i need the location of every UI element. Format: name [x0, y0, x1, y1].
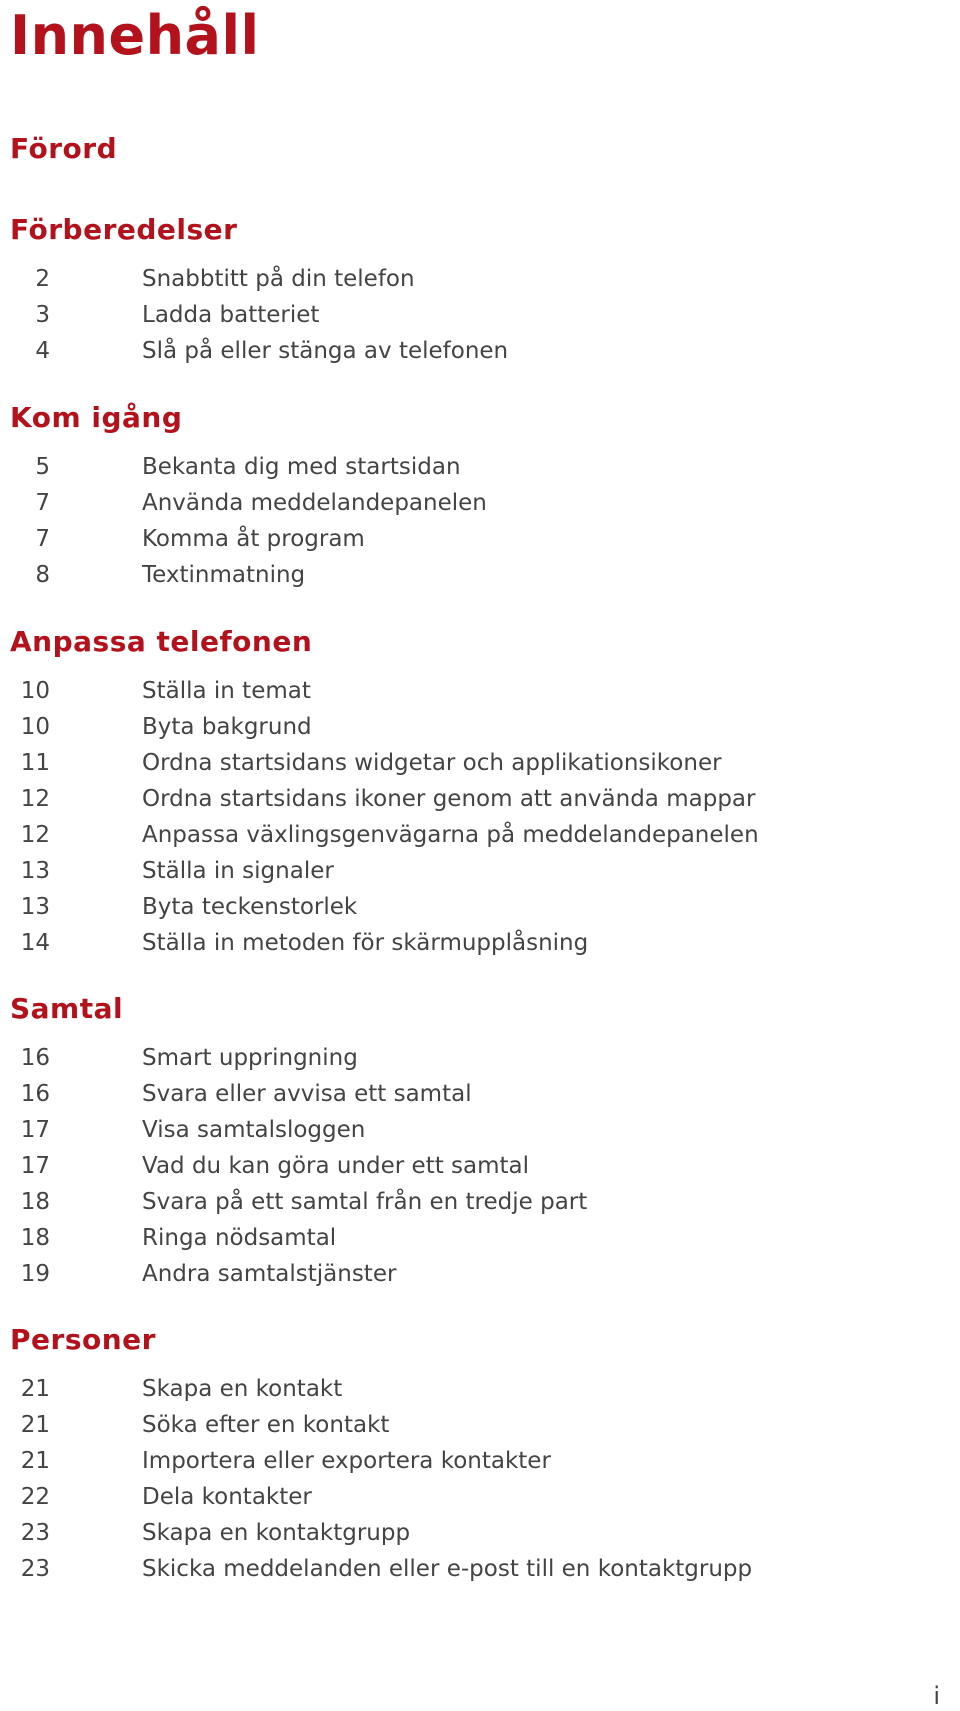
- toc-page-number: 16: [20, 1081, 50, 1107]
- toc-page-number: 22: [20, 1484, 50, 1510]
- section-heading-anpassa-telefonen[interactable]: Anpassa telefonen: [10, 625, 313, 658]
- toc-entry-title: Dela kontakter: [142, 1484, 312, 1510]
- toc-entry-title: Skapa en kontakt: [142, 1376, 343, 1402]
- toc-entry[interactable]: [0, 1515, 900, 1551]
- toc-entry[interactable]: [0, 1184, 900, 1220]
- toc-page-number: 12: [20, 822, 50, 848]
- toc-entry-title: Skicka meddelanden eller e-post till en kontaktgrupp: [142, 1556, 753, 1582]
- toc-entry-title: Smart uppringning: [142, 1045, 358, 1071]
- toc-entry[interactable]: [0, 333, 900, 369]
- toc-entry[interactable]: [0, 449, 900, 485]
- toc-entry-title: Byta bakgrund: [142, 714, 312, 740]
- toc-list-kom-igang: [0, 449, 900, 593]
- toc-entry-title: Söka efter en kontakt: [142, 1412, 390, 1438]
- toc-entry[interactable]: [0, 817, 900, 853]
- toc-entry[interactable]: [0, 557, 900, 593]
- toc-list-anpassa-telefonen: [0, 673, 900, 961]
- toc-entry-title: Vad du kan göra under ett samtal: [142, 1153, 530, 1179]
- toc-entry-title: Anpassa växlingsgenvägarna på meddelandepanelen: [142, 822, 759, 848]
- toc-entry-title: Textinmatning: [142, 562, 306, 588]
- toc-entry-title: Ställa in temat: [142, 678, 311, 704]
- toc-entry-title: Bekanta dig med startsidan: [142, 454, 461, 480]
- page-title: Innehåll: [10, 4, 260, 67]
- toc-entry-title: Ordna startsidans ikoner genom att använda mappar: [142, 786, 756, 812]
- toc-entry[interactable]: [0, 521, 900, 557]
- toc-entry-title: Svara eller avvisa ett samtal: [142, 1081, 472, 1107]
- toc-entry-title: Ställa in signaler: [142, 858, 334, 884]
- toc-page-number: 12: [20, 786, 50, 812]
- toc-entry[interactable]: [0, 1407, 900, 1443]
- toc-page-number: 8: [35, 562, 50, 588]
- toc-page-number: 10: [20, 678, 50, 704]
- toc-entry-title: Svara på ett samtal från en tredje part: [142, 1189, 588, 1215]
- toc-entry[interactable]: [0, 1479, 900, 1515]
- toc-page-number: 18: [20, 1189, 50, 1215]
- toc-entry-title: Använda meddelandepanelen: [142, 490, 487, 516]
- toc-entry-title: Skapa en kontaktgrupp: [142, 1520, 411, 1546]
- toc-page-number: 2: [35, 266, 50, 292]
- toc-entry-title: Andra samtalstjänster: [142, 1261, 397, 1287]
- toc-entry[interactable]: [0, 485, 900, 521]
- toc-page-number: 14: [20, 930, 50, 956]
- section-heading-personer[interactable]: Personer: [10, 1323, 156, 1356]
- toc-page-number: 13: [20, 858, 50, 884]
- toc-entry[interactable]: [0, 673, 900, 709]
- toc-entry[interactable]: [0, 1551, 900, 1587]
- toc-page-number: 16: [20, 1045, 50, 1071]
- toc-entry-title: Byta teckenstorlek: [142, 894, 358, 920]
- toc-page-number: 4: [35, 338, 50, 364]
- toc-entry[interactable]: [0, 889, 900, 925]
- toc-entry-title: Ladda batteriet: [142, 302, 320, 328]
- toc-entry-title: Ställa in metoden för skärmupplåsning: [142, 930, 589, 956]
- toc-entry[interactable]: [0, 1371, 900, 1407]
- section-heading-forord[interactable]: Förord: [10, 132, 118, 165]
- toc-entry-title: Ordna startsidans widgetar och applikationsikoner: [142, 750, 722, 776]
- toc-page-number: 21: [20, 1448, 50, 1474]
- toc-entry[interactable]: [0, 1076, 900, 1112]
- toc-entry[interactable]: [0, 1256, 900, 1292]
- toc-page-number: 21: [20, 1412, 50, 1438]
- toc-page-number: 10: [20, 714, 50, 740]
- toc-entry[interactable]: [0, 1112, 900, 1148]
- toc-list-forberedelser: [0, 261, 900, 369]
- toc-page-number: 17: [20, 1117, 50, 1143]
- toc-page-number: 23: [20, 1520, 50, 1546]
- toc-entry[interactable]: [0, 925, 900, 961]
- toc-entry[interactable]: [0, 1148, 900, 1184]
- toc-entry-title: Importera eller exportera kontakter: [142, 1448, 551, 1474]
- toc-entry[interactable]: [0, 297, 900, 333]
- toc-entry-title: Slå på eller stänga av telefonen: [142, 338, 509, 364]
- section-heading-forberedelser[interactable]: Förberedelser: [10, 213, 238, 246]
- toc-page-number: 3: [35, 302, 50, 328]
- section-heading-kom-igang[interactable]: Kom igång: [10, 401, 183, 434]
- toc-page-number: 13: [20, 894, 50, 920]
- section-heading-samtal[interactable]: Samtal: [10, 992, 124, 1025]
- toc-entry[interactable]: [0, 261, 900, 297]
- toc-page-number: 19: [20, 1261, 50, 1287]
- toc-page-number: 17: [20, 1153, 50, 1179]
- toc-entry[interactable]: [0, 709, 900, 745]
- toc-list-personer: [0, 1371, 900, 1587]
- toc-entry[interactable]: [0, 1443, 900, 1479]
- toc-page-number: 7: [35, 490, 50, 516]
- toc-page-number: 21: [20, 1376, 50, 1402]
- toc-entry[interactable]: [0, 1220, 900, 1256]
- toc-page-number: 18: [20, 1225, 50, 1251]
- toc-entry[interactable]: [0, 1040, 900, 1076]
- toc-entry-title: Ringa nödsamtal: [142, 1225, 337, 1251]
- toc-entry[interactable]: [0, 781, 900, 817]
- toc-page-number: 11: [20, 750, 50, 776]
- toc-list-samtal: [0, 1040, 900, 1292]
- toc-page-number: 7: [35, 526, 50, 552]
- toc-entry-title: Snabbtitt på din telefon: [142, 266, 415, 292]
- toc-page-number: 23: [20, 1556, 50, 1582]
- toc-page-number: 5: [35, 454, 50, 480]
- toc-entry[interactable]: [0, 745, 900, 781]
- toc-entry-title: Komma åt program: [142, 526, 365, 552]
- toc-entry[interactable]: [0, 853, 900, 889]
- toc-entry-title: Visa samtalsloggen: [142, 1117, 366, 1143]
- page-number: i: [933, 1682, 940, 1710]
